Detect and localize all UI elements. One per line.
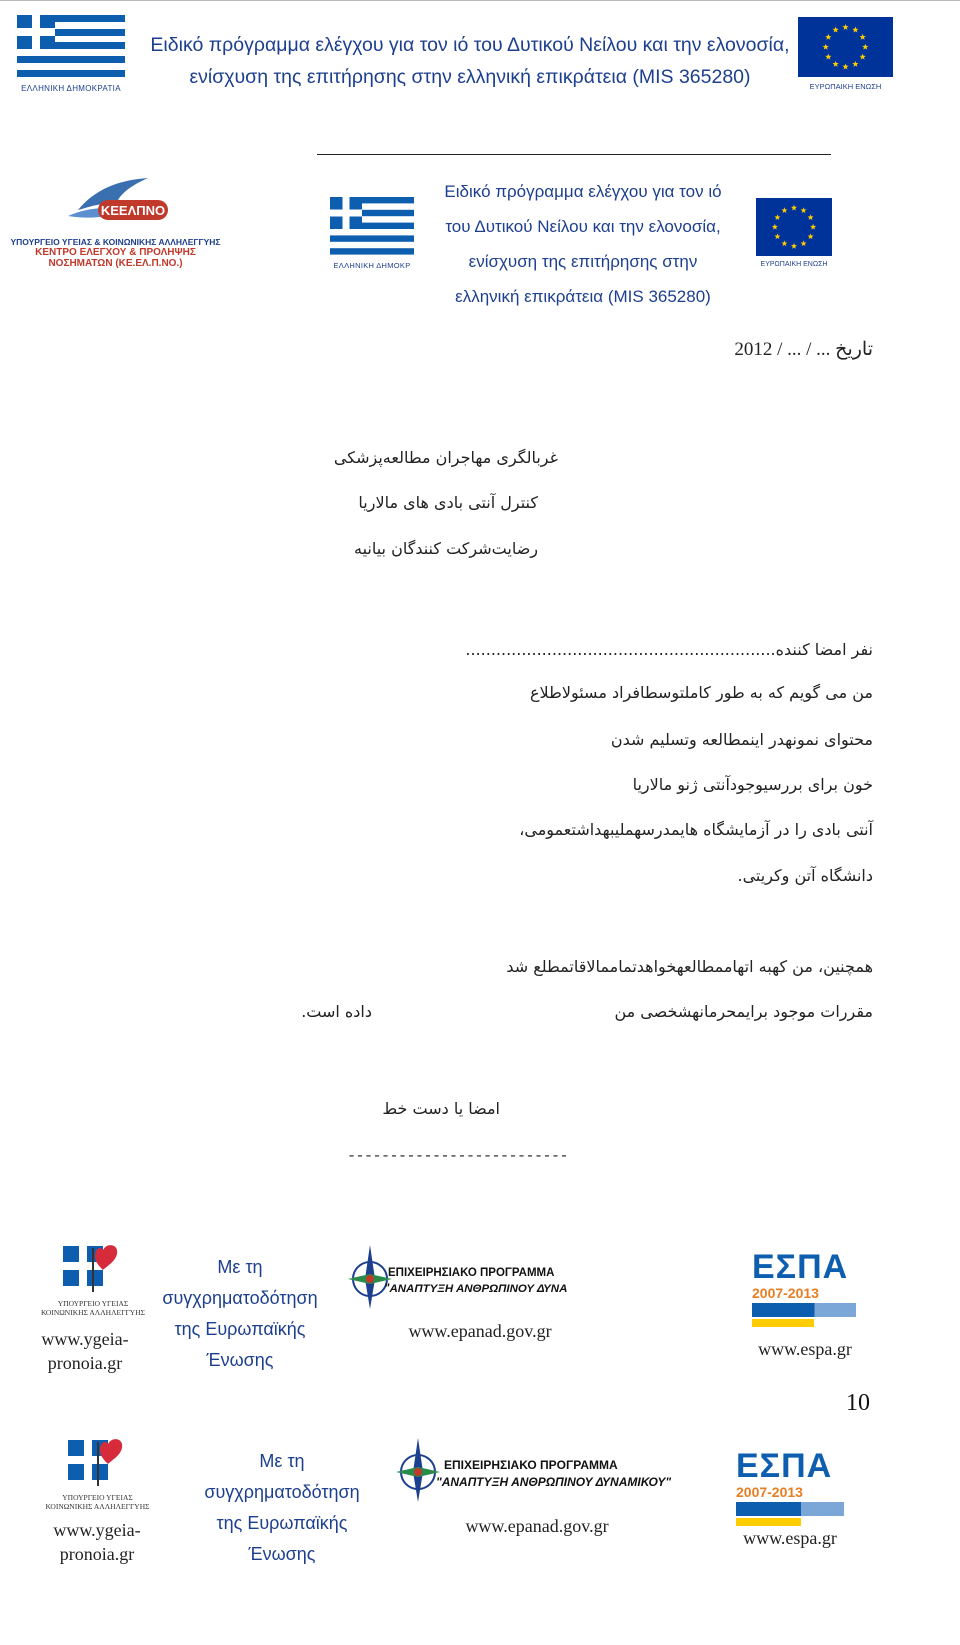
greek-flag-icon [17,15,125,77]
study-line-3: رضایت‌شرکت کنندگان بیانیه [353,539,538,558]
eu-flag-caption: ΕΥΡΩΠΑΙΚΗ ΕΝΩΣΗ [760,261,828,268]
paragraph2-line2-left: داده است. [301,1002,372,1021]
paragraph1-line3: خون برای بررسیوجودآنتی ژنو مالاریا [632,775,873,794]
header-eu-flag [798,17,893,91]
paragraph1-line1: من می گویم که به طور کاملتوسطافراد مسئولاطلاع [530,683,873,702]
ministry-caption-1: ΥΠΟΥΡΓΕΙΟ ΥΓΕΙΑΣ [57,1299,129,1308]
espa-wordmark: ΕΣΠΑ [752,1248,849,1286]
espa-wordmark: ΕΣΠΑ [736,1447,833,1485]
ministry-url-line1: www.ygeia- [41,1329,129,1349]
study-line-2: کنترل آنتی بادی های مالاریا [358,493,538,512]
date-line: تاریخ ... / ... / 2012 [734,339,873,360]
header-title [140,29,800,93]
epanad-url: www.epanad.gov.gr [408,1321,552,1341]
signature-line: -------------------------- [347,1148,569,1165]
signature-label: امضا یا دست خط [382,1099,500,1118]
espa-stripe-2 [752,1319,814,1327]
letterhead-title-line4: ελληνική επικράτεια (MIS 365280) [455,287,711,306]
footer2 [0,1428,960,1645]
letterhead-title-line1: Ειδικό πρόγραμμα ελέγχου για τον ιό [444,182,722,201]
espa-stripe [752,1303,856,1317]
caduceus-icon [68,1434,128,1488]
header-greek-flag [17,15,125,93]
cofunding-line4: Ένωσης [248,1544,316,1564]
espa-url: www.espa.gr [758,1339,852,1359]
cofunding-line3: της Ευρωπαϊκής [174,1319,306,1339]
page-number: 10 [846,1390,870,1416]
letterhead-title-line3: ενίσχυση της επιτήρησης στην [468,252,698,271]
paragraph2-line2-right: مقررات موجود برایمحرمانهشخصی من [614,1002,873,1021]
caduceus-icon [63,1240,123,1294]
espa-years: 2007-2013 [752,1285,819,1301]
footer1 [0,1235,960,1375]
epanad-line1: ΕΠΙΧΕΙΡΗΣΙΑΚΟ ΠΡΟΓΡΑΜΜΑ [388,1267,555,1279]
separator-line [317,154,831,155]
epanad-logo [396,1434,686,1506]
ministry-caption-2: ΚΟΙΝΩΝΙΚΗΣ ΑΛΛΗΛΕΓΓΥΗΣ [45,1502,150,1511]
paragraph1-line5: دانشگاه آتن وکریتی. [737,866,873,885]
header-title-line2: ενίσχυση της επιτήρησης στην ελληνική επικράτεια (MIS 365280) [189,66,751,88]
dove-icon [8,172,223,232]
eu-flag-caption: ΕΥΡΩΠΑΙΚΗ ΕΝΩΣΗ [809,82,882,91]
espa-years: 2007-2013 [736,1484,803,1500]
ministry-url [30,1327,140,1375]
letterhead-title-line2: του Δυτικού Νείλου και την ελονοσία, [445,217,721,236]
keelpno-logo [8,172,223,269]
ministry-url-line2: pronoia.gr [47,1353,123,1373]
cofunding-line2: συγχρηματοδότηση [162,1288,318,1308]
cofunding-line1: Με τη [259,1451,305,1471]
cofunding-line3: της Ευρωπαϊκής [216,1513,348,1533]
keelpno-caption-1: ΥΠΟΥΡΓΕΙΟ ΥΓΕΙΑΣ & ΚΟΙΝΩΝΙΚΗΣ ΑΛΛΗΛΕΓΓΥΗΣ [10,237,221,247]
compass-icon [396,1434,444,1506]
espa-logo [736,1448,844,1524]
epanad-line2: "ΑΝΑΠΤΥΞΗ ΑΝΘΡΩΠΙΝΟΥ ΔΥΝΑ [384,1283,568,1295]
eu-flag-icon [756,198,832,256]
paragraph2-line1: همچنین، من کهبه اتهاممطالعهخواهدتماممالاقاتمطلع شد [506,957,873,976]
ministry-url [42,1518,152,1566]
keelpno-caption-3: ΝΟΣΗΜΑΤΩΝ (ΚΕ.ΕΛ.Π.ΝΟ.) [48,258,183,269]
header-title-line1: Ειδικό πρόγραμμα ελέγχου για τον ιό του Δυτικού Νείλου και την ελονοσία, [150,34,790,56]
ministry-logo [40,1434,155,1511]
ministry-logo [38,1240,148,1317]
espa-stripe [736,1502,844,1516]
epanad-logo [348,1241,588,1311]
epanad-url: www.epanad.gov.gr [465,1516,609,1536]
epanad-line1: ΕΠΙΧΕΙΡΗΣΙΑΚΟ ΠΡΟΓΡΑΜΜΑ [444,1458,618,1472]
cofunding-text [197,1446,367,1570]
espa-stripe-2 [736,1518,801,1526]
ministry-url-line2: pronoia.gr [59,1544,135,1564]
greek-flag-caption: ΕΛΛΗΝΙΚΗ ΔΗΜΟΚΡ [333,261,411,270]
keelpno-wordmark: ΚΕΕΛΠΝΟ [100,203,166,218]
ministry-url-line1: www.ygeia- [53,1520,141,1540]
cofunding-line4: Ένωσης [206,1350,274,1370]
paragraph1-line2: محتوای نمونهدر اینمطالعه وتسلیم شدن [610,730,873,749]
greek-flag-icon [330,197,414,255]
ministry-caption-1: ΥΠΟΥΡΓΕΙΟ ΥΓΕΙΑΣ [62,1493,133,1502]
letterhead-title [418,174,748,314]
cofunding-line1: Με τη [217,1257,263,1277]
cofunding-text [155,1252,325,1376]
study-line-1: غربالگری مهاجران مطالعه‌پزشکی [333,448,558,467]
eu-flag-icon [798,17,893,77]
top-rule [0,0,960,1]
paragraph1-line4: آنتی بادی را در آزمایشگاه هایمدرسهملیبهداشتعمومی، [519,820,873,839]
cofunding-line2: συγχρηματοδότηση [204,1482,360,1502]
espa-url: www.espa.gr [743,1528,837,1548]
ministry-caption-2: ΚΟΙΝΩΝΙΚΗΣ ΑΛΛΗΛΕΓΓΥΗΣ [41,1308,145,1317]
letterhead-greek-flag [330,197,414,270]
keelpno-caption-2: ΚΕΝΤΡΟ ΕΛΕΓΧΟΥ & ΠΡΟΛΗΨΗΣ [35,247,196,258]
letterhead-eu-flag [756,198,832,268]
espa-logo [752,1249,856,1325]
greek-flag-caption: ΕΛΛΗΝΙΚΗ ΔΗΜΟΚΡΑΤΙΑ [21,84,121,93]
signer-line: نفر امضا کننده............................................................. [465,640,873,659]
epanad-line2: "ΑΝΑΠΤΥΞΗ ΑΝΘΡΩΠΙΝΟΥ ΔΥΝΑΜΙΚΟΥ" [436,1475,672,1489]
